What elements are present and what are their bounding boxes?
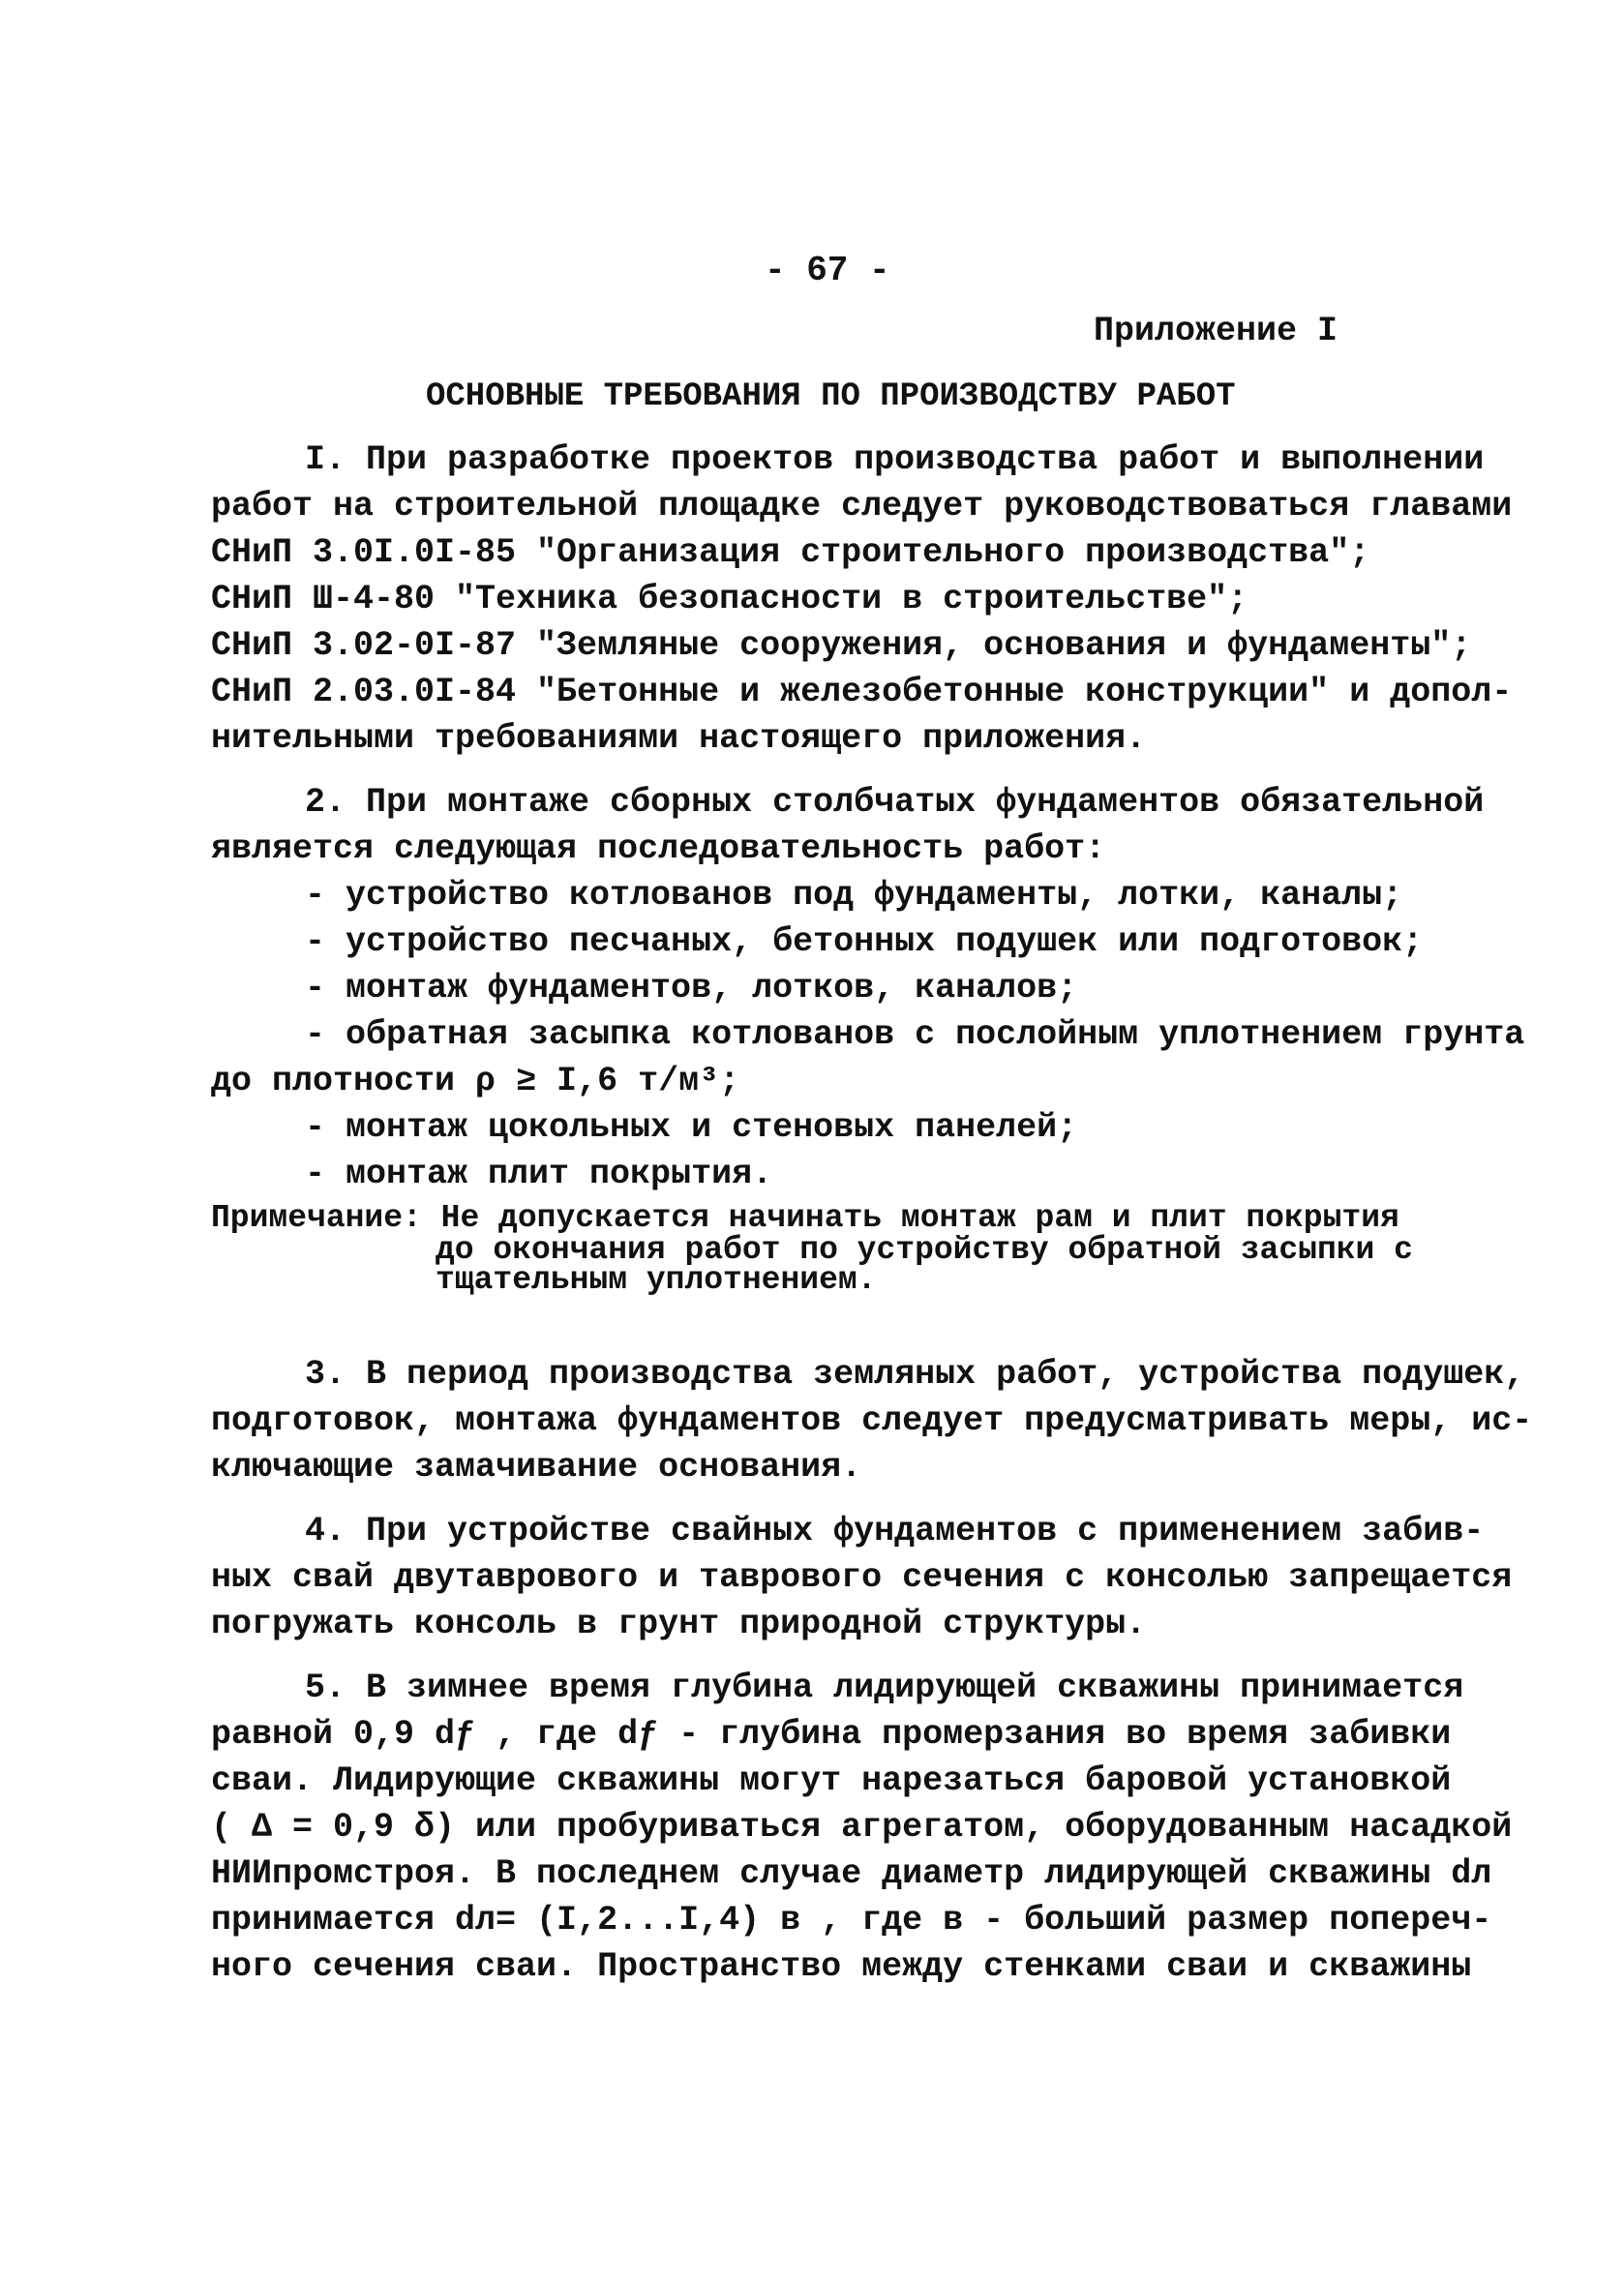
paragraph-line: ключающие замачивание основания. [211,1448,862,1487]
list-item: - устройство котлованов под фундаменты, лотки, каналы; [305,876,1403,915]
list-item: - монтаж цокольных и стеновых панелей; [305,1108,1078,1147]
appendix-label: Приложение I [1094,312,1338,350]
paragraph-line: СНиП 2.03.0I-84 "Бетонные и железобетонные конструкции" и допол- [211,673,1513,711]
paragraph-line: подготовок, монтажа фундаментов следует предусматривать меры, ис- [211,1401,1533,1440]
paragraph-line: ( Δ = 0,9 δ) или пробуриваться агрегатом, оборудованным насадкой [211,1808,1513,1847]
paragraph-line: НИИпромстроя. В последнем случае диаметр лидирующей скважины dл [211,1854,1492,1893]
paragraph-line: сваи. Лидирующие скважины могут нарезаться баровой установкой [211,1761,1452,1800]
list-item: - монтаж фундаментов, лотков, каналов; [305,969,1078,1008]
paragraph-line: равной 0,9 dƒ , где dƒ - глубина промерзания во время забивки [211,1715,1452,1754]
section-title: ОСНОВНЫЕ ТРЕБОВАНИЯ ПО ПРОИЗВОДСТВУ РАБОТ [426,378,1236,415]
paragraph-line: СНиП 3.02-0I-87 "Земляные сооружения, основания и фундаменты"; [211,626,1472,665]
note-line: тщательным уплотнением. [436,1262,877,1298]
list-item-continuation: до плотности ρ ≥ I,6 т/м³; [211,1062,740,1100]
list-item: - устройство песчаных, бетонных подушек или подготовок; [305,922,1424,961]
paragraph-line: СНиП 3.0I.0I-85 "Организация строительного производства"; [211,533,1370,572]
paragraph-line: 3. В период производства земляных работ, устройства подушек, [305,1355,1525,1394]
paragraph-line: погружать консоль в грунт природной структуры. [211,1605,1147,1643]
paragraph-line: I. При разработке проектов производства работ и выполнении [305,440,1485,479]
paragraph-line: ного сечения сваи. Пространство между стенками сваи и скважины [211,1947,1472,1986]
paragraph-line: нительными требованиями настоящего приложения. [211,719,1147,758]
paragraph-line: 5. В зимнее время глубина лидирующей скважины принимается [305,1669,1464,1707]
paragraph-line: работ на строительной площадке следует руководствоваться главами [211,487,1513,526]
paragraph-line: 2. При монтаже сборных столбчатых фундаментов обязательной [305,783,1485,822]
page-number: - 67 - [765,251,890,290]
paragraph-line: ных свай двутаврового и таврового сечения с консолью запрещается [211,1558,1513,1597]
paragraph-line: принимается dл= (I,2...I,4) в , где в - больший размер попереч- [211,1901,1492,1940]
note-line: до окончания работ по устройству обратной засыпки с [436,1232,1413,1268]
paragraph-line: СНиП Ш-4-80 "Техника безопасности в строительстве"; [211,580,1248,618]
list-item: - обратная засыпка котлованов с послойным уплотнением грунта [305,1015,1525,1054]
paragraph-line: является следующая последовательность работ: [211,829,1106,868]
list-item: - монтаж плит покрытия. [305,1155,773,1193]
paragraph-line: 4. При устройстве свайных фундаментов с применением забив- [305,1512,1485,1550]
note-line: Примечание: Не допускается начинать монтаж рам и плит покрытия [211,1200,1399,1236]
